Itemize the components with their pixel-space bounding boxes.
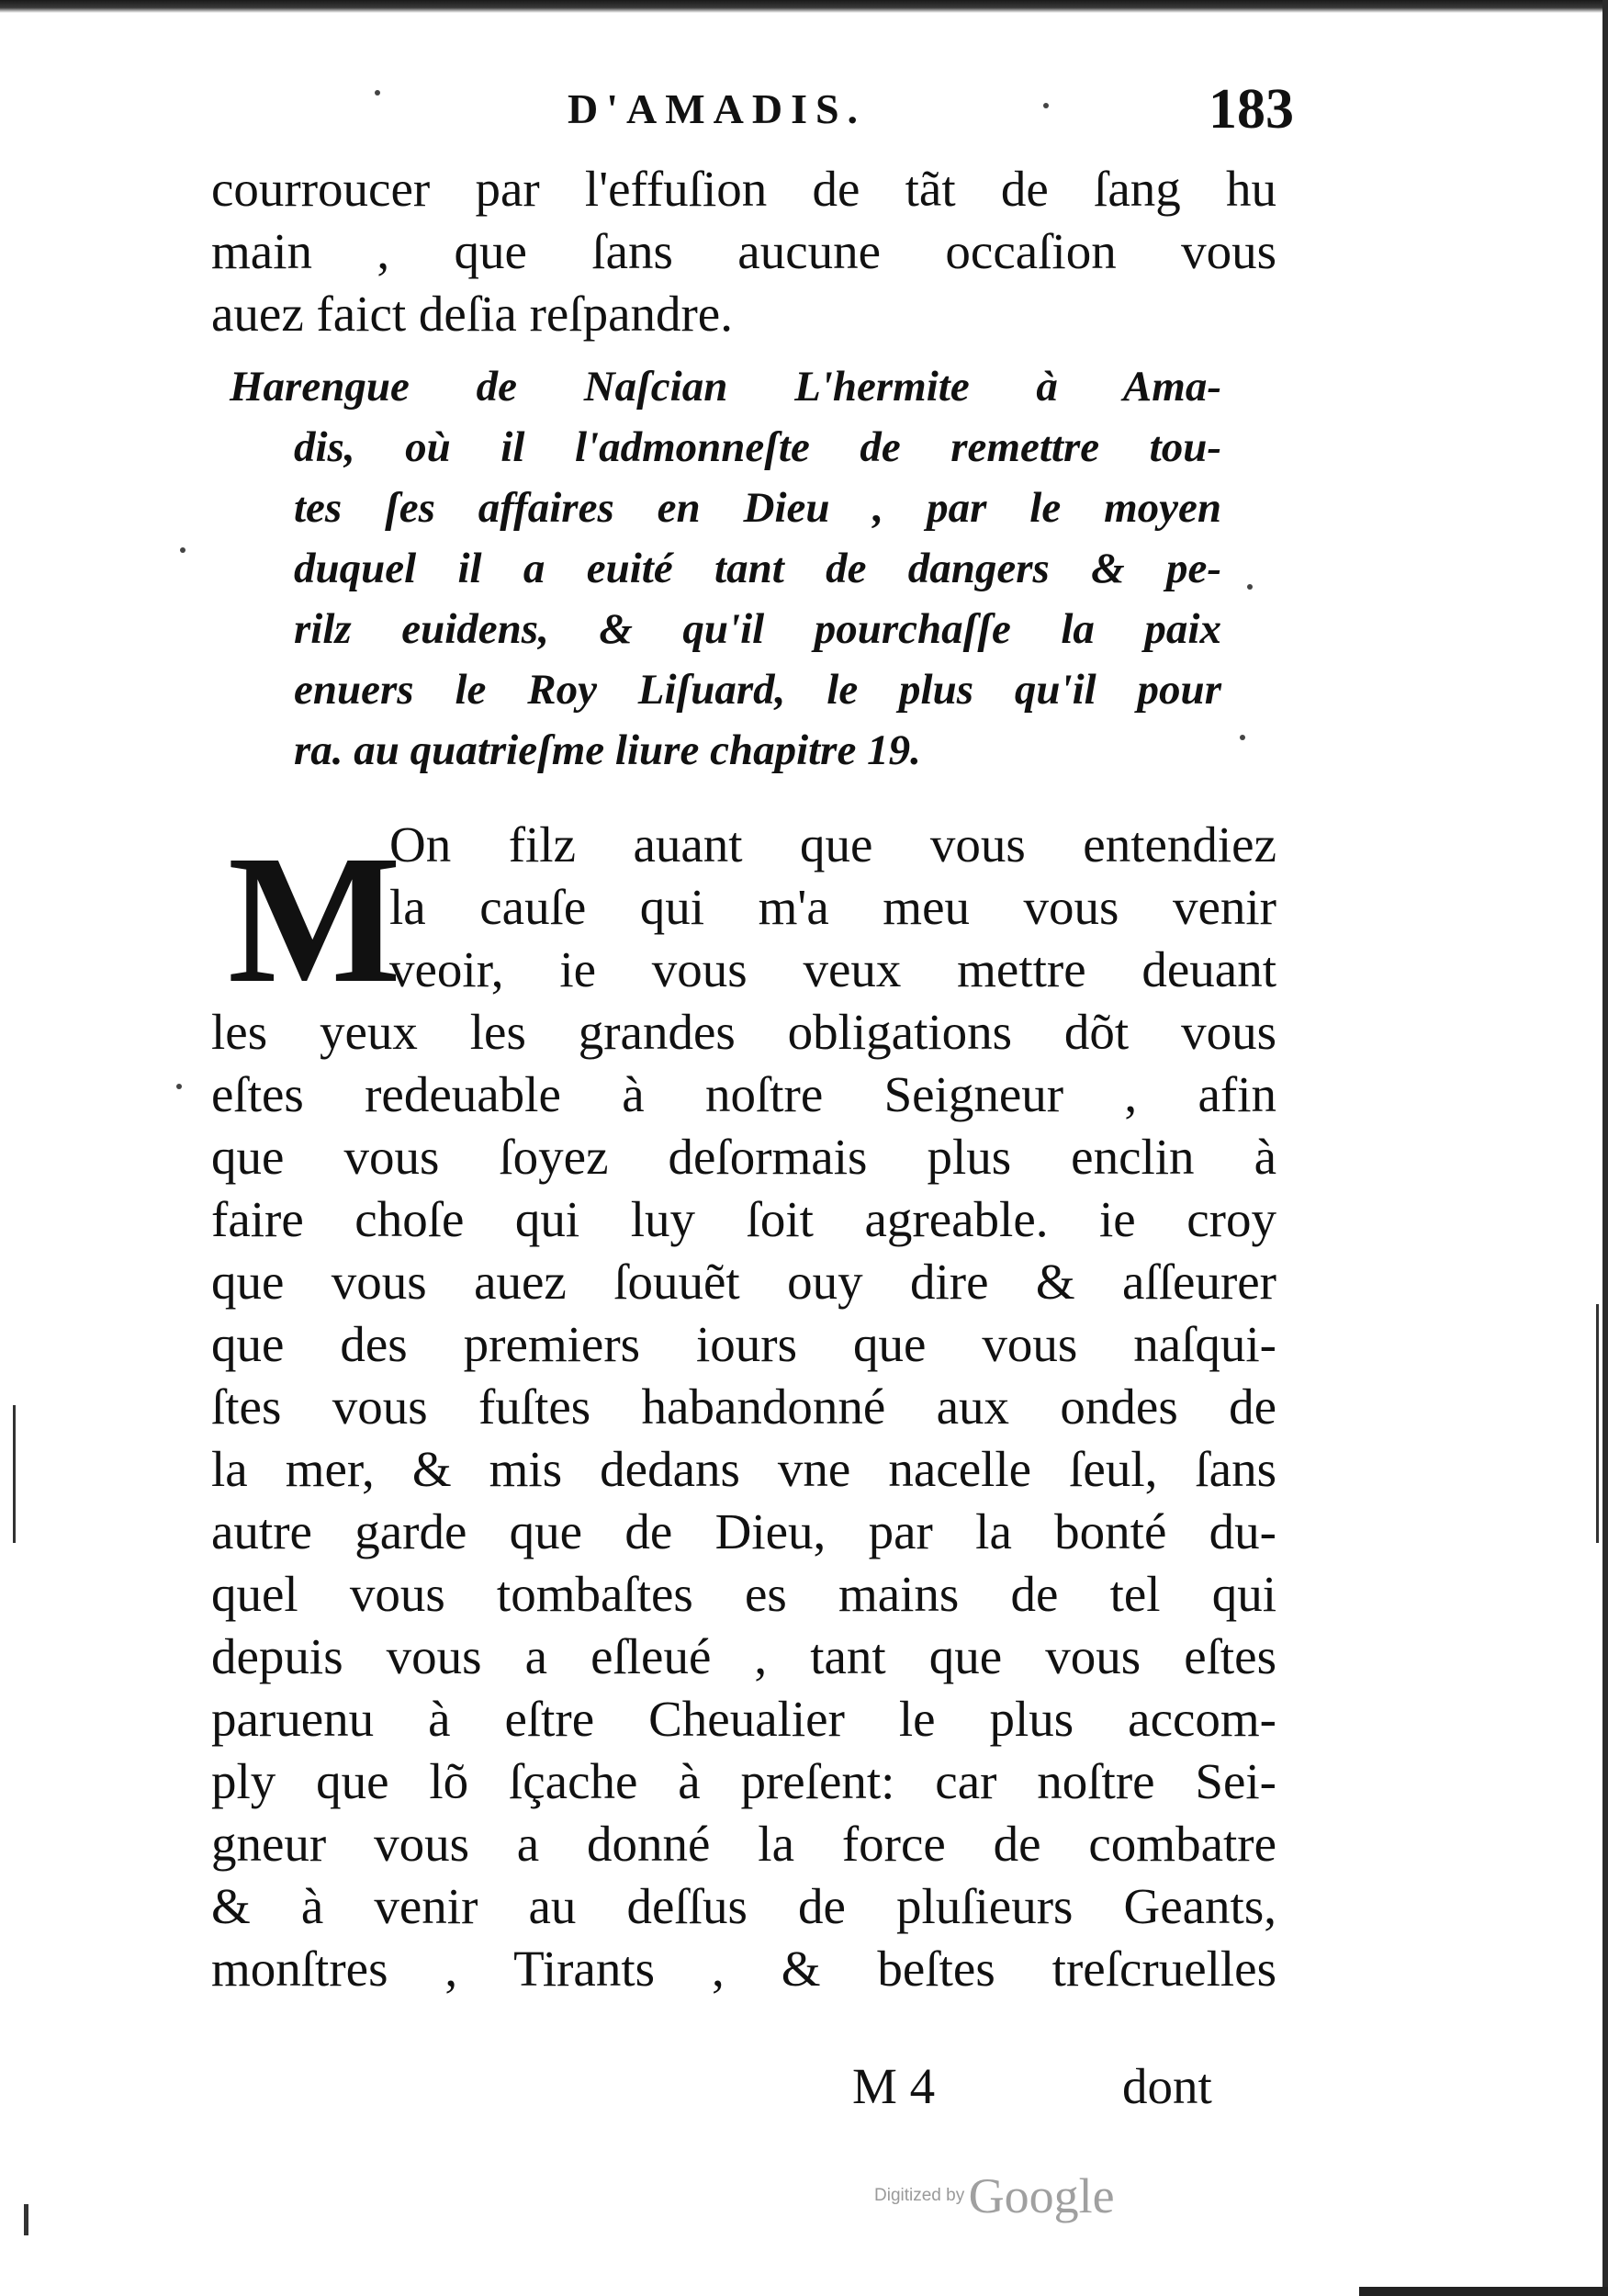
text-line: & à venir au deſſus de pluſieurs Geants, xyxy=(211,1878,1276,1934)
rubric-line: duquel il a euité tant de dangers & pe- xyxy=(294,545,1221,592)
text-line: gneur vous a donné la force de combatre xyxy=(211,1816,1276,1872)
speck xyxy=(1240,735,1245,740)
speck xyxy=(1247,584,1253,590)
rubric-line: tes ſes affaires en Dieu , par le moyen xyxy=(294,484,1221,532)
rubric-line: ra. au quatrieſme liure chapitre 19. xyxy=(294,726,921,774)
scan-mark xyxy=(1596,1304,1599,1543)
catchword: dont xyxy=(1122,2058,1212,2114)
text-line: monſtres , Tirants , & beſtes treſcruelles xyxy=(211,1941,1276,1997)
text-line: quel vous tombaſtes es mains de tel qui xyxy=(211,1566,1276,1622)
text-line: que vous ſoyez deſormais plus enclin à xyxy=(211,1129,1276,1185)
text-line: les yeux les grandes obligations dõt vous xyxy=(211,1004,1276,1060)
text-line: que des premiers iours que vous naſqui- xyxy=(211,1316,1276,1372)
text-line: ſtes vous fuſtes habandonné aux ondes de xyxy=(211,1379,1276,1435)
text-line: la cauſe qui m'a meu vous venir xyxy=(389,879,1276,935)
scan-mark xyxy=(24,2204,28,2235)
rubric-line: Harengue de Naſcian L'hermite à Ama- xyxy=(230,363,1221,411)
text-line: auez faict deſia reſpandre. xyxy=(211,286,733,342)
text-line: main , que ſans aucune occaſion vous xyxy=(211,223,1276,279)
text-line: paruenu à eſtre Cheualier le plus accom- xyxy=(211,1691,1276,1747)
text-line: faire choſe qui luy ſoit agreable. ie croy xyxy=(211,1191,1276,1247)
signature-mark: M 4 xyxy=(852,2058,936,2114)
scan-mark xyxy=(13,1405,16,1543)
drop-cap: M xyxy=(228,818,401,1021)
digitized-label: Digitized by xyxy=(874,2186,965,2205)
scan-edge-bottom xyxy=(1359,2287,1608,2296)
text-line: courroucer par l'effuſion de tãt de ſang hu xyxy=(211,161,1276,217)
rubric-line: dis, où il l'admonneſte de remettre tou- xyxy=(294,423,1221,471)
speck xyxy=(176,1084,182,1089)
scan-edge-right xyxy=(1602,0,1608,2296)
rubric-line: enuers le Roy Liſuard, le plus qu'il pour xyxy=(294,666,1221,714)
digitized-watermark xyxy=(874,2167,1115,2224)
text-line: ply que lõ ſçache à preſent: car noſtre Sei- xyxy=(211,1753,1276,1809)
text-line: autre garde que de Dieu, par la bonté du- xyxy=(211,1503,1276,1559)
speck xyxy=(180,547,186,553)
text-line: veoir, ie vous veux mettre deuant xyxy=(389,941,1276,997)
running-head xyxy=(0,78,1608,149)
text-line: eſtes redeuable à noſtre Seigneur , afin xyxy=(211,1066,1276,1122)
rubric-line: rilz euidens, & qu'il pourchaſſe la paix xyxy=(294,605,1221,653)
text-line: On filz auant que vous entendiez xyxy=(389,816,1276,872)
scan-edge-top xyxy=(0,0,1608,13)
text-line: depuis vous a eſleué , tant que vous eſtes xyxy=(211,1628,1276,1684)
google-logo: Google xyxy=(968,2168,1115,2223)
text-line: la mer, & mis dedans vne nacelle ſeul, ſans xyxy=(211,1441,1276,1497)
text-line: que vous auez ſouuẽt ouy dire & aſſeurer xyxy=(211,1254,1276,1310)
page-number: 183 xyxy=(1209,78,1294,141)
running-title: D'AMADIS. xyxy=(568,85,867,132)
